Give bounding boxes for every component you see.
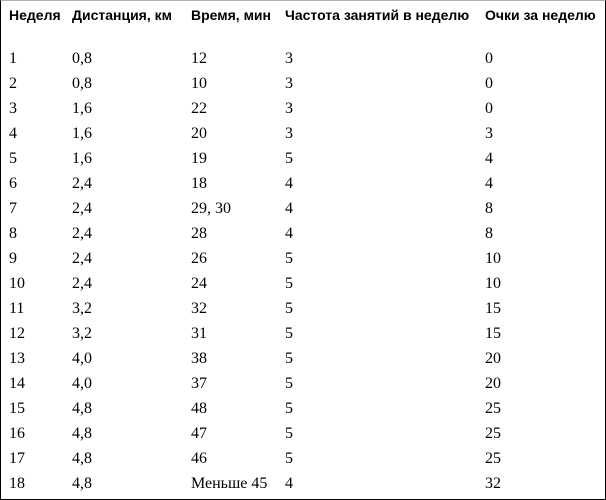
table-row — [0, 222, 606, 247]
distance-cell: 4,0 — [72, 375, 92, 392]
frequency-cell: 5 — [285, 300, 293, 317]
distance-cell: 4,8 — [72, 425, 92, 442]
distance-cell: 2,4 — [72, 275, 92, 292]
distance-cell: 4,8 — [72, 475, 92, 492]
frequency-cell: 5 — [285, 350, 293, 367]
points-cell: 4 — [485, 175, 493, 192]
points-cell: 25 — [485, 400, 501, 417]
week-cell: 11 — [9, 300, 25, 317]
table-row — [0, 247, 606, 272]
table-row — [0, 147, 606, 172]
time-cell: 46 — [191, 450, 207, 467]
week-cell: 5 — [9, 150, 17, 167]
frequency-cell: 4 — [285, 200, 293, 217]
header-points: Очки за неделю — [485, 7, 596, 23]
table-header — [0, 0, 606, 47]
week-cell: 1 — [9, 50, 17, 67]
table-row — [0, 197, 606, 222]
time-cell: 32 — [191, 300, 207, 317]
week-cell: 15 — [9, 400, 25, 417]
time-cell: 22 — [191, 100, 207, 117]
frequency-cell: 5 — [285, 375, 293, 392]
distance-cell: 3,2 — [72, 325, 92, 342]
time-cell: 29, 30 — [191, 200, 231, 217]
table-row — [0, 97, 606, 122]
distance-cell: 1,6 — [72, 100, 92, 117]
time-cell: Меньше 45 — [191, 475, 268, 492]
points-cell: 8 — [485, 225, 493, 242]
header-frequency: Частота занятий в неделю — [285, 7, 470, 23]
table-row — [0, 472, 606, 497]
distance-cell: 1,6 — [72, 150, 92, 167]
table-body — [0, 47, 606, 497]
points-cell: 15 — [485, 300, 501, 317]
table-row — [0, 172, 606, 197]
frequency-cell: 4 — [285, 475, 293, 492]
time-cell: 12 — [191, 50, 207, 67]
points-cell: 10 — [485, 275, 501, 292]
time-cell: 31 — [191, 325, 207, 342]
time-cell: 18 — [191, 175, 207, 192]
distance-cell: 3,2 — [72, 300, 92, 317]
frequency-cell: 4 — [285, 225, 293, 242]
week-cell: 14 — [9, 375, 25, 392]
week-cell: 12 — [9, 325, 25, 342]
points-cell: 32 — [485, 475, 501, 492]
header-week: Неделя — [9, 7, 61, 23]
table-row — [0, 122, 606, 147]
time-cell: 47 — [191, 425, 207, 442]
points-cell: 4 — [485, 150, 493, 167]
points-cell: 20 — [485, 350, 501, 367]
points-cell: 3 — [485, 125, 493, 142]
header-row — [0, 0, 606, 47]
frequency-cell: 5 — [285, 450, 293, 467]
frequency-cell: 5 — [285, 425, 293, 442]
table-row — [0, 272, 606, 297]
table-row — [0, 347, 606, 372]
points-cell: 0 — [485, 50, 493, 67]
frequency-cell: 3 — [285, 125, 293, 142]
points-cell: 0 — [485, 100, 493, 117]
frequency-cell: 3 — [285, 50, 293, 67]
table-row — [0, 372, 606, 397]
frequency-cell: 5 — [285, 400, 293, 417]
distance-cell: 0,8 — [72, 75, 92, 92]
time-cell: 20 — [191, 125, 207, 142]
week-cell: 16 — [9, 425, 25, 442]
time-cell: 38 — [191, 350, 207, 367]
table-row — [0, 422, 606, 447]
week-cell: 9 — [9, 250, 17, 267]
points-cell: 0 — [485, 75, 493, 92]
points-cell: 20 — [485, 375, 501, 392]
points-cell: 10 — [485, 250, 501, 267]
table-row — [0, 72, 606, 97]
table-row — [0, 297, 606, 322]
week-cell: 6 — [9, 175, 17, 192]
header-time: Время, мин — [191, 7, 271, 23]
week-cell: 18 — [9, 475, 25, 492]
time-cell: 48 — [191, 400, 207, 417]
time-cell: 10 — [191, 75, 207, 92]
distance-cell: 2,4 — [72, 225, 92, 242]
week-cell: 8 — [9, 225, 17, 242]
table-row — [0, 447, 606, 472]
points-cell: 25 — [485, 450, 501, 467]
header-distance: Дистанция, км — [72, 7, 172, 23]
frequency-cell: 3 — [285, 100, 293, 117]
frequency-cell: 5 — [285, 325, 293, 342]
frequency-cell: 5 — [285, 250, 293, 267]
frequency-cell: 4 — [285, 175, 293, 192]
distance-cell: 2,4 — [72, 200, 92, 217]
time-cell: 19 — [191, 150, 207, 167]
table-row — [0, 47, 606, 72]
week-cell: 4 — [9, 125, 17, 142]
week-cell: 10 — [9, 275, 25, 292]
distance-cell: 4,0 — [72, 350, 92, 367]
week-cell: 17 — [9, 450, 25, 467]
frequency-cell: 5 — [285, 150, 293, 167]
table-row — [0, 322, 606, 347]
week-cell: 13 — [9, 350, 25, 367]
points-cell: 15 — [485, 325, 501, 342]
time-cell: 37 — [191, 375, 207, 392]
distance-cell: 4,8 — [72, 400, 92, 417]
points-cell: 25 — [485, 425, 501, 442]
distance-cell: 2,4 — [72, 175, 92, 192]
distance-cell: 4,8 — [72, 450, 92, 467]
time-cell: 24 — [191, 275, 207, 292]
distance-cell: 1,6 — [72, 125, 92, 142]
frequency-cell: 3 — [285, 75, 293, 92]
week-cell: 7 — [9, 200, 17, 217]
frequency-cell: 5 — [285, 275, 293, 292]
points-cell: 8 — [485, 200, 493, 217]
distance-cell: 0,8 — [72, 50, 92, 67]
week-cell: 3 — [9, 100, 17, 117]
table-row — [0, 397, 606, 422]
time-cell: 28 — [191, 225, 207, 242]
time-cell: 26 — [191, 250, 207, 267]
distance-cell: 2,4 — [72, 250, 92, 267]
week-cell: 2 — [9, 75, 17, 92]
